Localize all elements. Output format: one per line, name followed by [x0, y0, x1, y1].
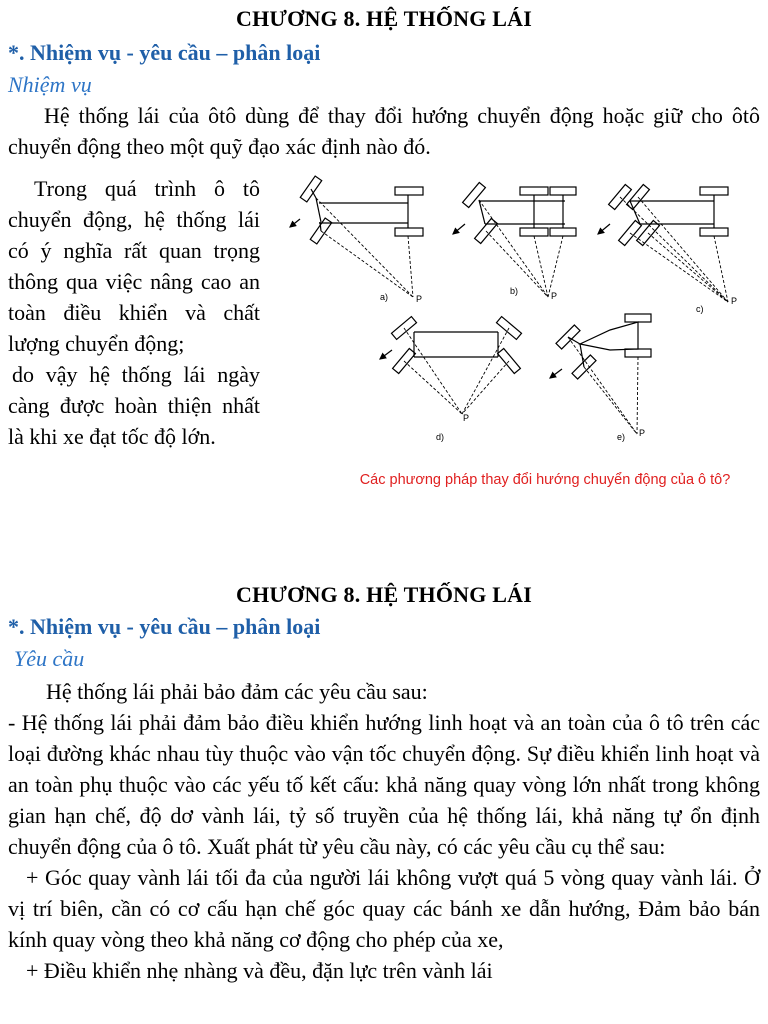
diagram-c [598, 184, 728, 302]
requirements-intro: Hệ thống lái phải bảo đảm các yêu cầu sau: [46, 679, 428, 704]
point-p-e: P [639, 428, 646, 438]
side-text-1: Trong quá trình ô tô chuyển động, hệ thống lái có ý nghĩa rất quan trọng thông qua việc nâng cao an toàn điều khiển và chất lượng chuyển động; [8, 176, 260, 356]
requirement-1: - Hệ thống lái phải đảm bảo điều khiển hướng linh hoạt và an toàn của ô tô trên các loại đường khác nhau tùy thuộc vào vận tốc chuyển động. Sự điều khiển linh hoạt và an toàn phụ thuộc vào các yếu tố kết cấu: khả năng quay vòng lớn nhất trong không gian hạn chế, độ dơ vành lái, tỷ số truyền của hệ thống lái, khả năng tự ổn định chuyển động của ô tô. Xuất phát từ yêu cầu này, có các yêu cầu cụ thể sau: [8, 710, 760, 859]
diagram-d [380, 317, 522, 414]
label-d: d) [436, 432, 445, 442]
label-e: e) [617, 432, 626, 442]
section-subtitle: *. Nhiệm vụ - yêu cầu – phân loại [8, 40, 321, 65]
chapter-title: CHƯƠNG 8. HỆ THỐNG LÁI [236, 6, 532, 31]
label-c: c) [696, 304, 704, 314]
section-label-yeu-cau: Yêu cầu [14, 646, 85, 671]
diagram-e [550, 314, 651, 434]
point-p-d: P [463, 413, 470, 423]
intro-text: Hệ thống lái của ôtô dùng để thay đổi hướng chuyển động hoặc giữ cho ôtô chuyển động theo một quỹ đạo xác định nào đó. [8, 103, 760, 159]
steering-methods-diagram [280, 172, 760, 447]
point-p-b: P [551, 291, 558, 301]
figure-caption: Các phương pháp thay đổi hướng chuyển động của ô tô? [359, 472, 731, 488]
side-text-2: do vậy hệ thống lái ngày càng được hoàn thiện nhất là khi xe đạt tốc độ lớn. [8, 362, 260, 449]
side-paragraph [8, 173, 260, 452]
diagram-a [290, 176, 423, 297]
intro-paragraph [8, 100, 760, 162]
section-label-nhiem-vu: Nhiệm vụ [8, 72, 92, 97]
requirement-2: + Góc quay vành lái tối đa của người lái không vượt quá 5 vòng quay vành lái. Ở vị trí biên, cần có cơ cấu hạn chế góc quay các bánh xe dẫn hướng, Đảm bảo bán kính quay vòng theo khả năng cơ động cho phép của xe, [8, 865, 760, 952]
requirement-3-partial: + Điều khiển nhẹ nhàng và đều, đặn lực trên vành lái [26, 958, 493, 983]
point-p-c: P [731, 296, 738, 306]
chapter-title-2: CHƯƠNG 8. HỆ THỐNG LÁI [236, 582, 532, 607]
label-b: b) [510, 286, 519, 296]
section-subtitle-2: *. Nhiệm vụ - yêu cầu – phân loại [8, 614, 321, 639]
diagram-b [453, 182, 576, 297]
requirements-body [8, 676, 760, 986]
label-a: a) [380, 292, 389, 302]
point-p-a: P [416, 294, 423, 304]
